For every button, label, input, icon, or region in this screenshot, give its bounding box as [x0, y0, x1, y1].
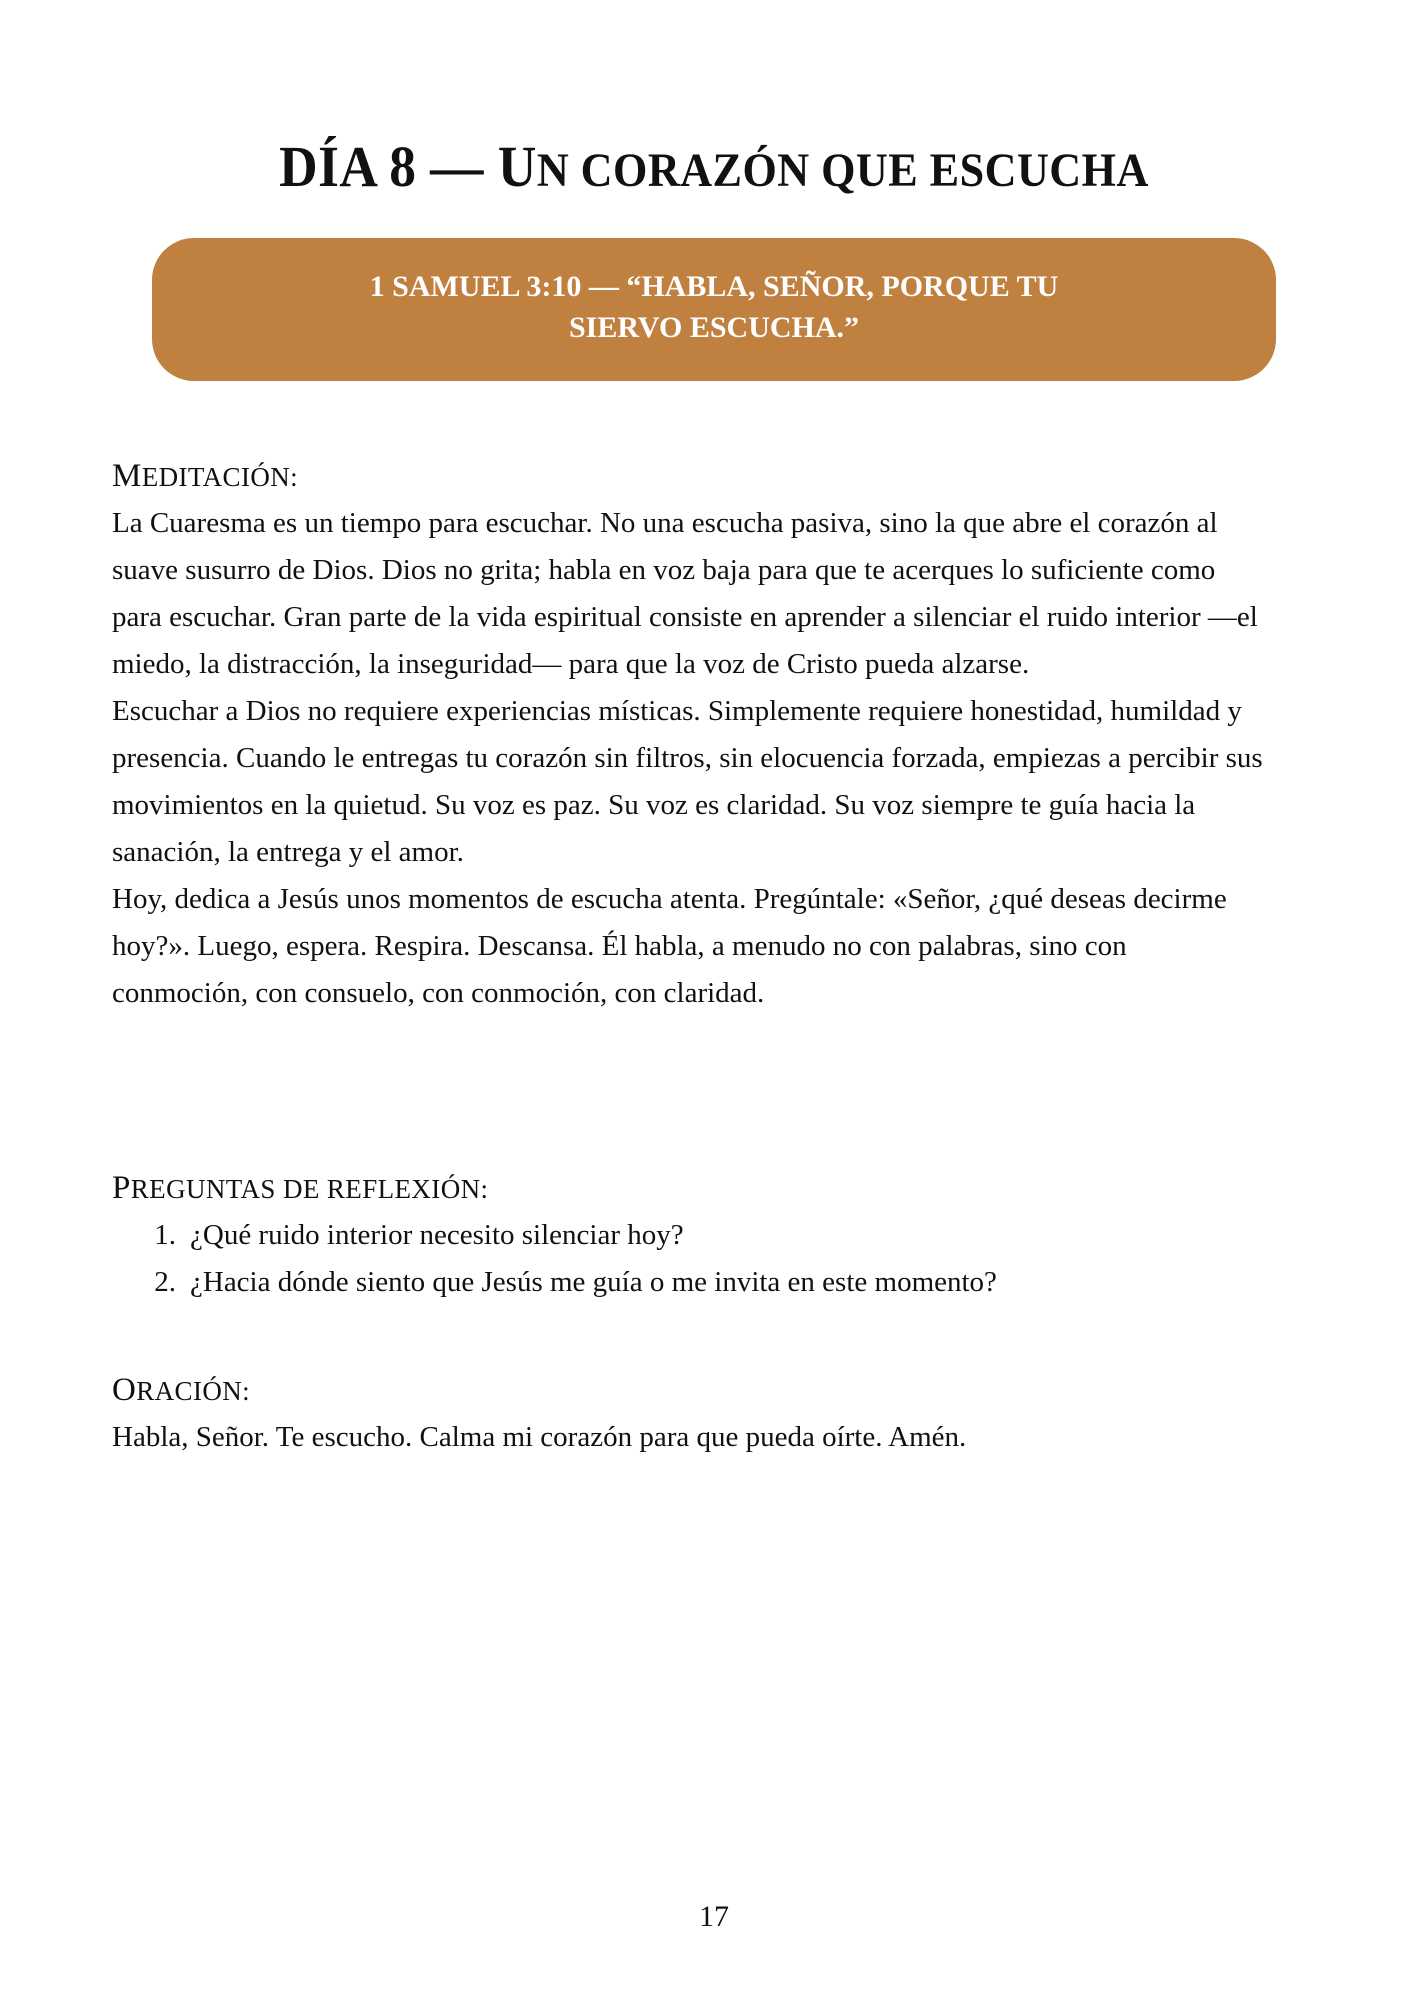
list-item — [112, 1259, 1264, 1306]
section-heading-oracion — [112, 1372, 1262, 1409]
page-title-subject: N CORAZÓN QUE ESCUCHA — [536, 143, 1149, 197]
scripture-callout-box — [152, 238, 1276, 381]
section-body-meditacion — [112, 500, 1264, 1017]
reflection-questions-list — [112, 1212, 1264, 1306]
page-number: 17 — [699, 1900, 729, 1933]
verse-line-1-text: 1 SAMUEL 3:10 — “HABLA, SEÑOR, PORQUE TU — [369, 270, 1059, 303]
heading-rest-oracion: RACIÓN: — [136, 1376, 251, 1406]
heading-initial-preguntas: P — [112, 1170, 131, 1206]
list-item — [112, 1212, 1264, 1259]
list-item-number: 2. — [154, 1266, 176, 1298]
verse-line-2-text: SIERVO ESCUCHA.” — [568, 311, 860, 345]
list-item-text: ¿Hacia dónde siento que Jesús me guía o me invita en este momento? — [190, 1266, 997, 1298]
section-heading-preguntas — [112, 1170, 1262, 1207]
section-heading-meditacion — [112, 458, 1262, 495]
meditacion-paragraph-3: Hoy, dedica a Jesús unos momentos de escucha atenta. Pregúntale: «Señor, ¿qué deseas decirme hoy?». Luego, espera. Respira. Descansa. Él habla, a menudo no con palabras, sino con conmoción, con consuelo, con conmoción, con claridad. — [112, 883, 1227, 1009]
page-title-initial: U — [497, 133, 537, 199]
oracion-text: Habla, Señor. Te escucho. Calma mi corazón para que pueda oírte. Amén. — [112, 1421, 967, 1453]
page-title-day: DÍA 8 — — [279, 133, 498, 199]
verse-line-1 — [208, 266, 1220, 307]
list-item-number: 1. — [154, 1219, 176, 1251]
heading-initial-oracion: O — [112, 1372, 137, 1408]
meditacion-paragraph-1: La Cuaresma es un tiempo para escuchar. No una escucha pasiva, sino la que abre el corazón al suave susurro de Dios. Dios no grita; habla en voz baja para que te acerques lo suficiente como para escuchar. Gran parte de la vida espiritual consiste en aprender a silenciar el ruido interior —el miedo, la distracción, la inseguridad— para que la voz de Cristo pueda alzarse. — [112, 507, 1258, 680]
verse-line-2 — [208, 307, 1220, 348]
heading-initial-meditacion: M — [112, 458, 142, 494]
heading-rest-preguntas: REGUNTAS DE REFLEXIÓN: — [130, 1174, 489, 1204]
heading-rest-meditacion: EDITACIÓN: — [141, 462, 299, 492]
meditacion-paragraph-2: Escuchar a Dios no requiere experiencias místicas. Simplemente requiere honestidad, humildad y presencia. Cuando le entregas tu corazón sin filtros, sin elocuencia forzada, empiezas a percibir sus movimientos en la quietud. Su voz es paz. Su voz es claridad. Su voz siempre te guía hacia la sanación, la entrega y el amor. — [112, 695, 1263, 868]
page-title — [57, 135, 1371, 200]
section-body-oracion — [112, 1414, 1264, 1461]
list-item-text: ¿Qué ruido interior necesito silenciar hoy? — [190, 1219, 684, 1251]
